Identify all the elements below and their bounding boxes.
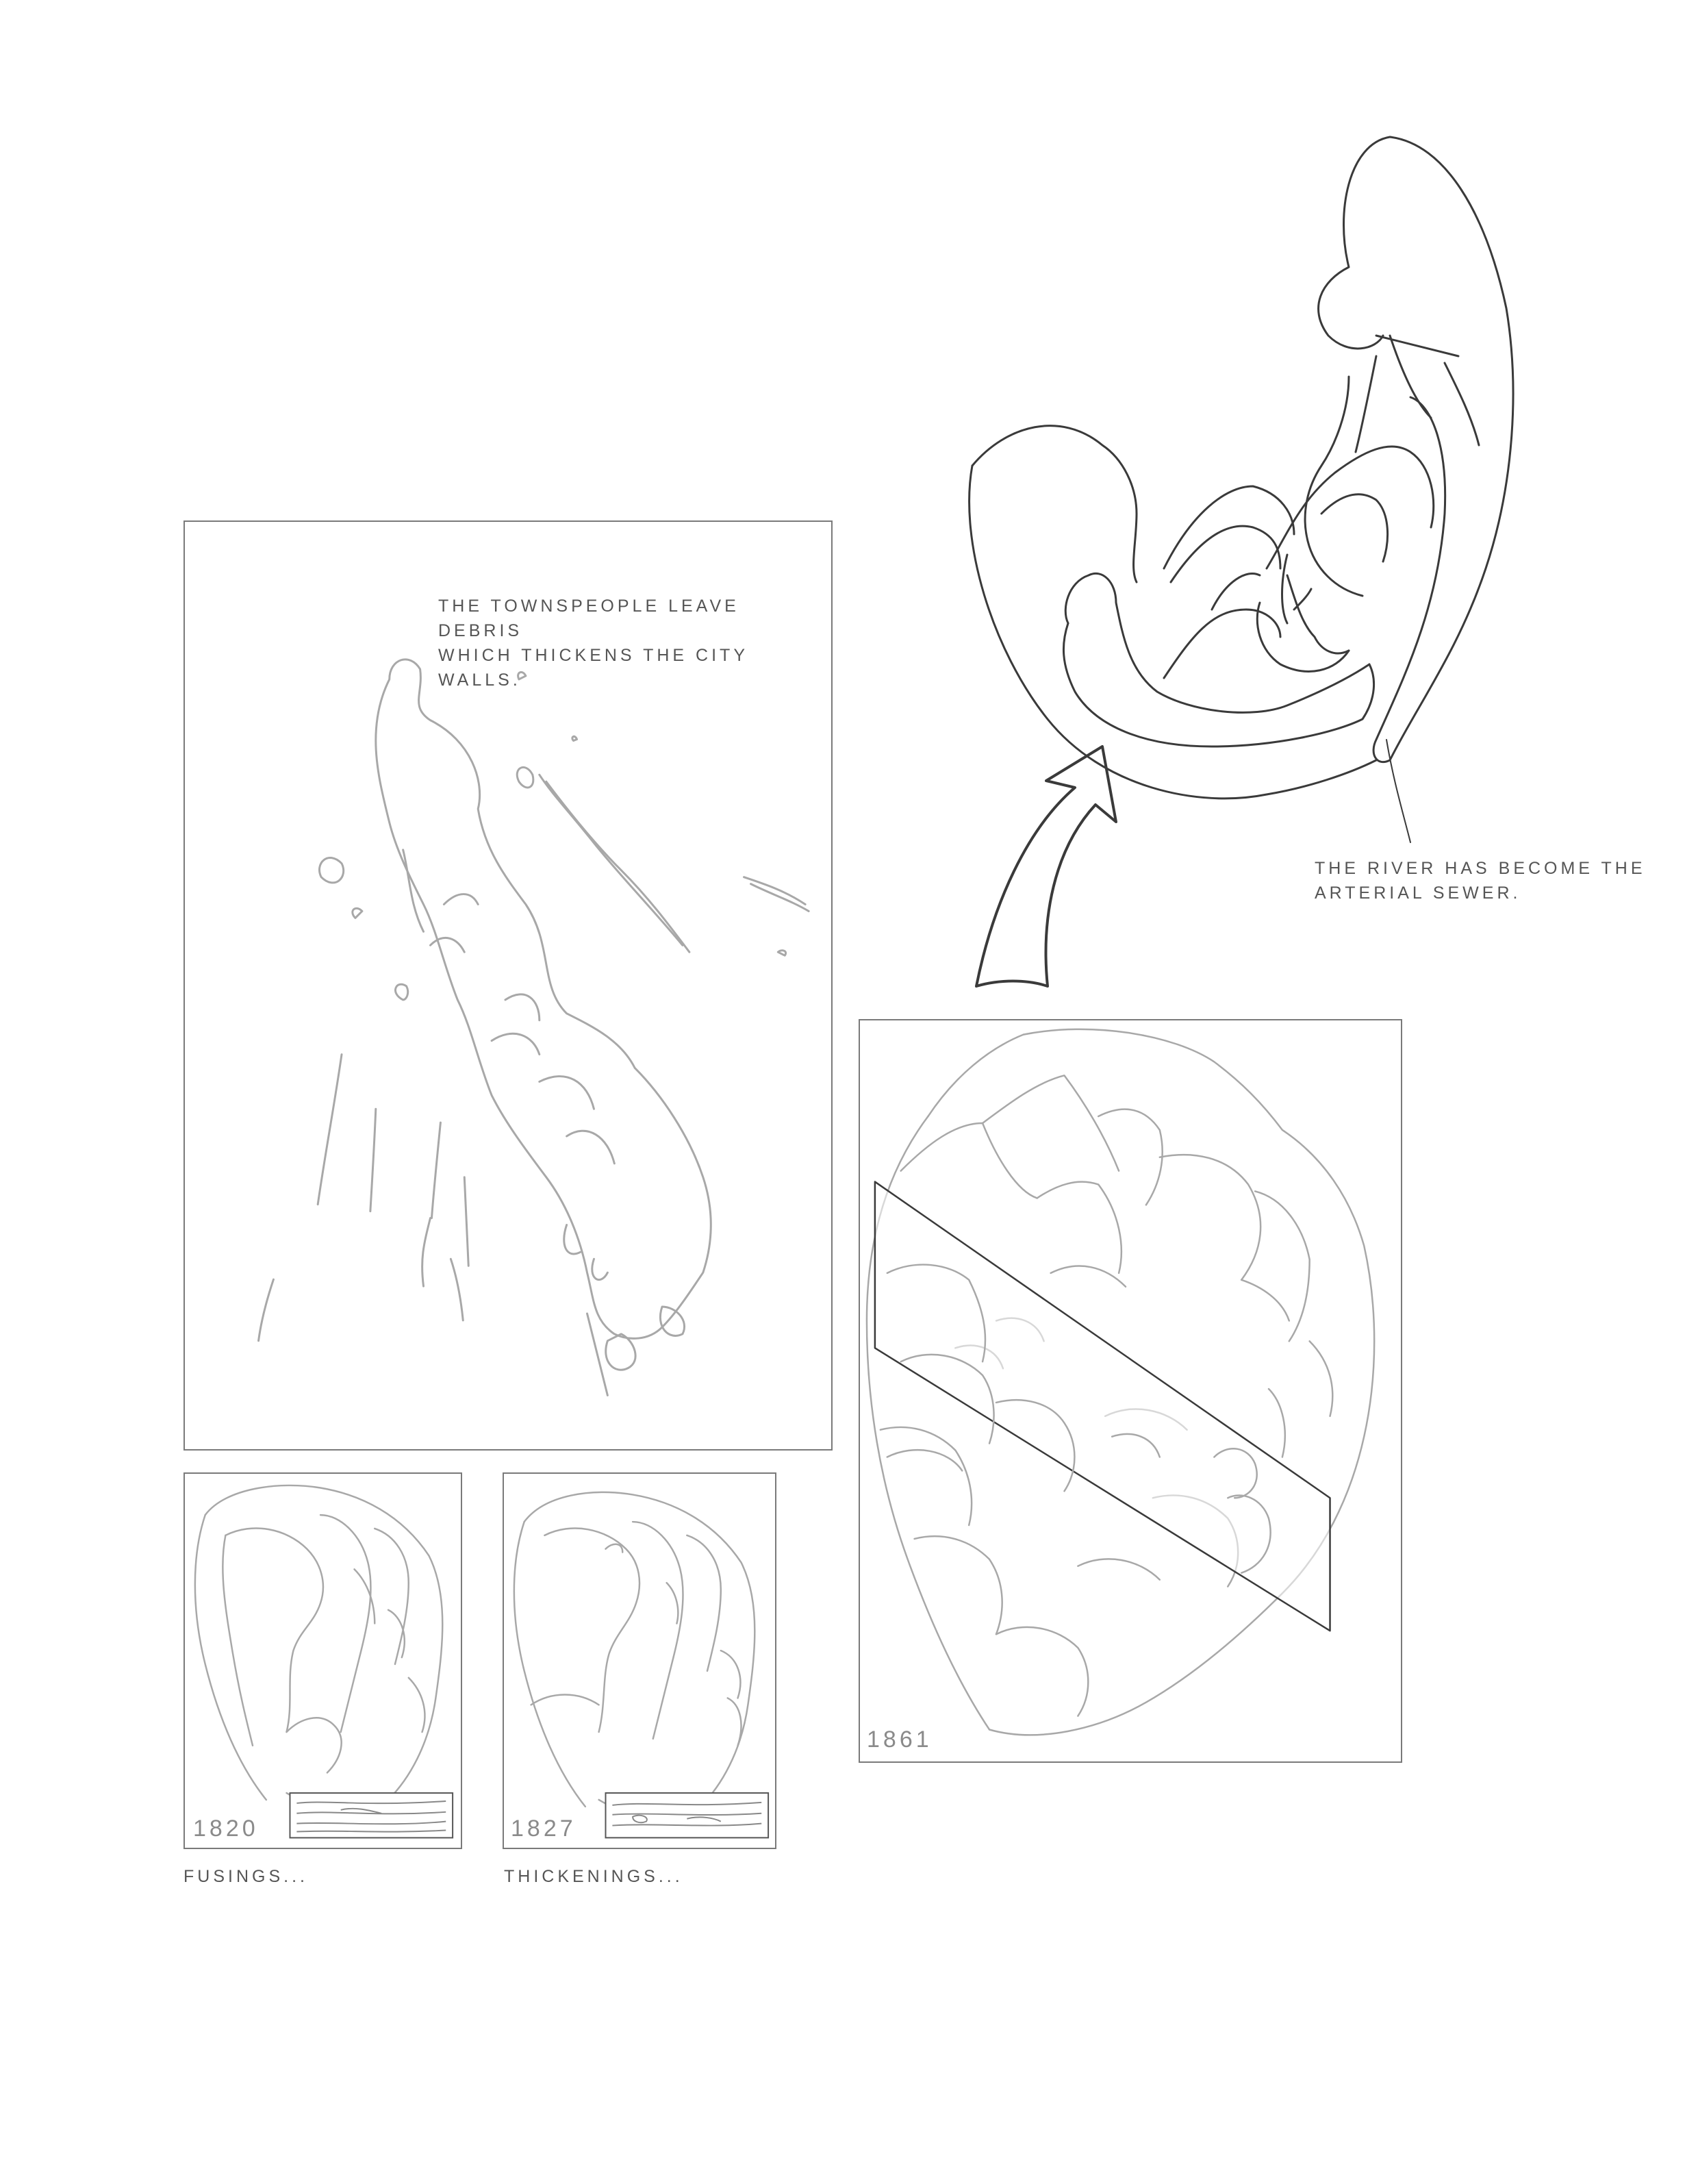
year-label-1861: 1861 — [867, 1727, 933, 1753]
city-1861-drawing — [860, 1020, 1401, 1761]
caption-thickenings: THICKENINGS... — [504, 1867, 683, 1886]
panel-1820 — [183, 1472, 462, 1849]
fusings-drawing — [185, 1474, 461, 1848]
year-label-1827: 1827 — [511, 1816, 576, 1842]
panel-debris — [183, 520, 833, 1451]
year-label-1820: 1820 — [193, 1816, 259, 1842]
panel-1827 — [503, 1472, 776, 1849]
thickenings-drawing — [504, 1474, 775, 1848]
caption-river: THE RIVER HAS BECOME THE ARTERIAL SEWER. — [1315, 859, 1646, 903]
panel-1861 — [859, 1019, 1402, 1763]
caption-debris: THE TOWNSPEOPLE LEAVE DEBRIS WHICH THICKENS THE CITY WALLS. — [438, 597, 748, 690]
caption-fusings: FUSINGS... — [183, 1867, 308, 1886]
